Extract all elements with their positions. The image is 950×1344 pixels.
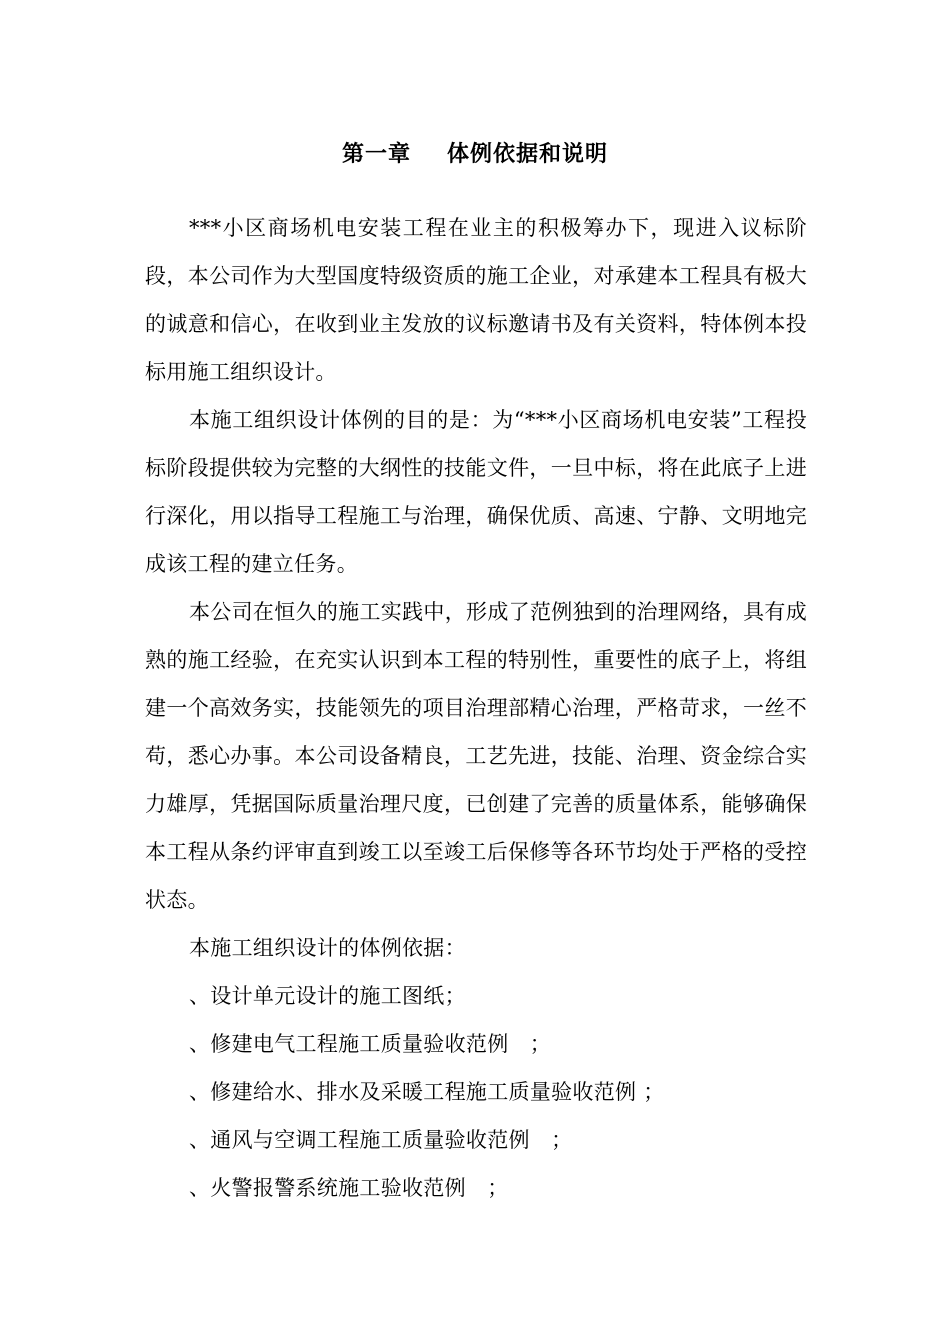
chapter-title [0, 138, 950, 172]
chapter-number: 第一章 [341, 142, 411, 167]
basis-item: 、修建电气工程施工质量验收范例 ； [189, 1032, 552, 1056]
chapter-heading: 体例依据和说明 [447, 142, 609, 167]
paragraph-basis-heading: 本施工组织设计的体例依据： [189, 936, 466, 960]
basis-item: 、设计单元设计的施工图纸； [189, 984, 466, 1008]
basis-item: 、通风与空调工程施工质量验收范例 ； [189, 1128, 573, 1152]
document-body [145, 204, 807, 1212]
paragraph-purpose: 本施工组织设计体例的目的是：为“***小区商场机电安装”工程投标阶段提供较为完整的大纲性的技能文件，一旦中标，将在此底子上进行深化，用以指导工程施工与治理，确保优质、高速、宁静、文明地完成该工程的建立任务。 [145, 408, 807, 576]
paragraph-intro: ***小区商场机电安装工程在业主的积极筹办下，现进入议标阶段，本公司作为大型国度特级资质的施工企业，对承建本工程具有极大的诚意和信心，在收到业主发放的议标邀请书及有关资料，特体例本投标用施工组织设计。 [145, 216, 807, 384]
basis-item: 、修建给水、排水及采暖工程施工质量验收范例 ； [189, 1080, 665, 1104]
paragraph-company: 本公司在恒久的施工实践中，形成了范例独到的治理网络，具有成熟的施工经验，在充实认识到本工程的特别性，重要性的底子上，将组建一个高效务实，技能领先的项目治理部精心治理，严格苛求，一丝不苟，悉心办事。本公司设备精良，工艺先进，技能、治理、资金综合实力雄厚，凭据国际质量治理尺度，已创建了完善的质量体系，能够确保本工程从条约评审直到竣工以至竣工后保修等各环节均处于严格的受控状态。 [145, 600, 807, 912]
basis-item: 、火警报警系统施工验收范例 ； [189, 1176, 509, 1200]
